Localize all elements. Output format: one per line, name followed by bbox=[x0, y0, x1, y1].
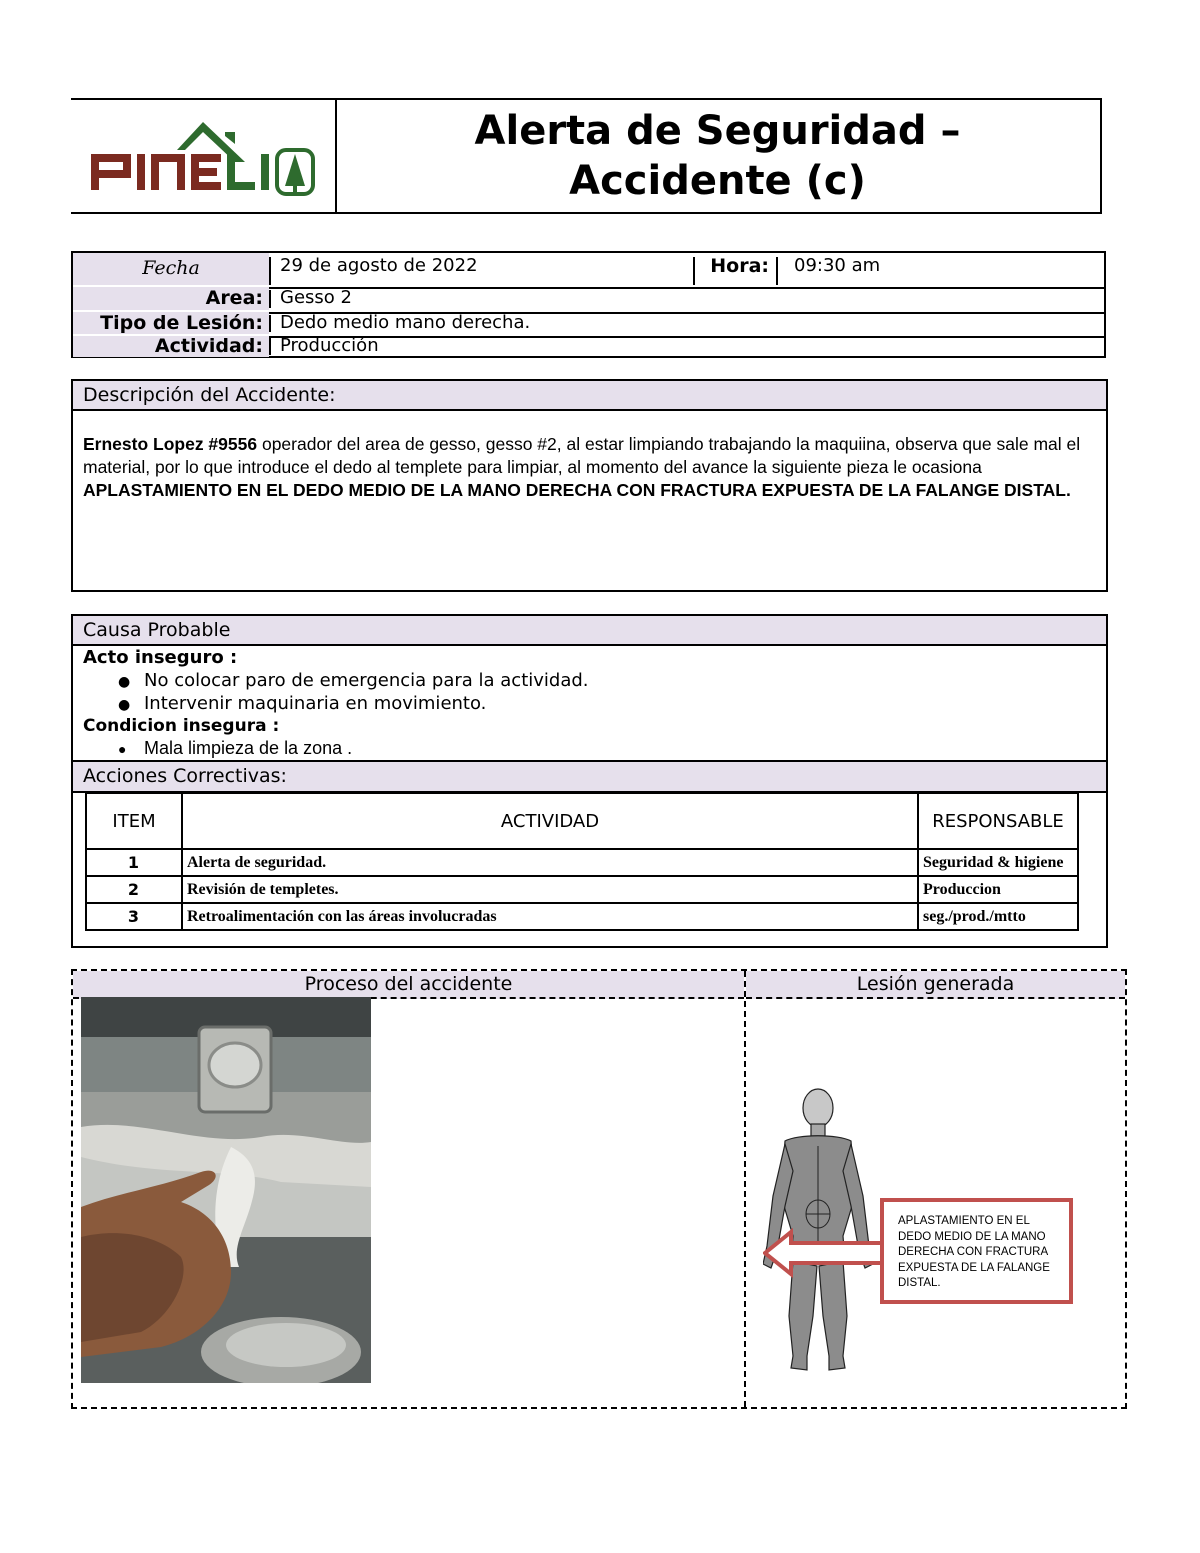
row-item: 1 bbox=[86, 849, 182, 876]
row-actividad: Revisión de templetes. bbox=[182, 876, 918, 903]
col-actividad: ACTIVIDAD bbox=[182, 793, 918, 849]
document-header bbox=[71, 98, 1102, 214]
logo-cell bbox=[71, 100, 337, 212]
acto-item: ● Intervenir maquinaria en movimiento. bbox=[118, 693, 487, 714]
col-responsable: RESPONSABLE bbox=[918, 793, 1078, 849]
description-section bbox=[71, 379, 1108, 592]
acto-inseguro-label: Acto inseguro : bbox=[83, 647, 238, 668]
actividad-label: Actividad: bbox=[73, 336, 269, 357]
arrow-icon bbox=[763, 1228, 893, 1278]
description-body: operador del area de gesso, gesso #2, al estar limpiando trabajando la maquiina, observa que sale mal el material, por lo que introduce el dedo al templete para limpiar, al momento del avance la siguiente pieza le ocasiona bbox=[83, 434, 1081, 477]
causa-heading: Causa Probable bbox=[73, 616, 1106, 646]
fecha-value: 29 de agosto de 2022 bbox=[280, 255, 478, 276]
lesion-value: Dedo medio mano derecha. bbox=[280, 312, 531, 333]
alert-title bbox=[335, 100, 1100, 212]
fecha-label: Fecha bbox=[73, 253, 269, 285]
description-person: Ernesto Lopez #9556 bbox=[83, 434, 258, 454]
table-row bbox=[86, 876, 1078, 903]
actividad-value: Producción bbox=[280, 335, 379, 356]
row-responsable: Seguridad & higiene bbox=[918, 849, 1078, 876]
description-heading: Descripción del Accidente: bbox=[73, 381, 1106, 411]
row-item: 2 bbox=[86, 876, 182, 903]
pineli-logo bbox=[85, 114, 325, 204]
injury-callout: APLASTAMIENTO EN EL DEDO MEDIO DE LA MANO DERECHA CON FRACTURA EXPUESTA DE LA FALANGE DISTAL. bbox=[880, 1198, 1073, 1304]
table-row bbox=[86, 903, 1078, 930]
description-emphasis: APLASTAMIENTO EN EL DEDO MEDIO DE LA MANO DERECHA CON FRACTURA EXPUESTA DE LA FALANGE DISTAL. bbox=[83, 480, 1071, 500]
info-row-fecha bbox=[73, 253, 1104, 289]
condicion-insegura-label: Condicion insegura : bbox=[83, 716, 280, 736]
acciones-header-row bbox=[86, 793, 1078, 849]
row-actividad: Alerta de seguridad. bbox=[182, 849, 918, 876]
title-line-2: Accidente (c) bbox=[569, 158, 866, 204]
info-row-area bbox=[73, 287, 1104, 314]
row-responsable: Produccion bbox=[918, 876, 1078, 903]
info-table bbox=[71, 251, 1106, 358]
row-item: 3 bbox=[86, 903, 182, 930]
row-responsable: seg./prod./mtto bbox=[918, 903, 1078, 930]
proceso-section bbox=[71, 969, 1127, 1409]
area-value: Gesso 2 bbox=[280, 287, 352, 308]
proceso-heading: Proceso del accidente bbox=[73, 971, 744, 999]
table-row bbox=[86, 849, 1078, 876]
hora-value: 09:30 am bbox=[794, 255, 881, 276]
causa-section bbox=[71, 614, 1108, 948]
acciones-table bbox=[85, 792, 1079, 931]
col-item: ITEM bbox=[86, 793, 182, 849]
acto-item: ● No colocar paro de emergencia para la actividad. bbox=[118, 670, 589, 691]
hora-label: Hora: bbox=[695, 253, 775, 285]
row-actividad: Retroalimentación con las áreas involucradas bbox=[182, 903, 918, 930]
condicion-item: ● Mala limpieza de la zona . bbox=[118, 738, 353, 758]
description-text bbox=[83, 433, 1093, 502]
title-line-1: Alerta de Seguridad – bbox=[474, 108, 961, 154]
lesion-heading: Lesión generada bbox=[746, 971, 1125, 999]
area-label: Area: bbox=[73, 287, 269, 310]
accident-photo bbox=[81, 997, 371, 1383]
acciones-heading: Acciones Correctivas: bbox=[73, 760, 1106, 793]
info-row-actividad bbox=[73, 336, 1104, 358]
lesion-label: Tipo de Lesión: bbox=[73, 312, 269, 334]
